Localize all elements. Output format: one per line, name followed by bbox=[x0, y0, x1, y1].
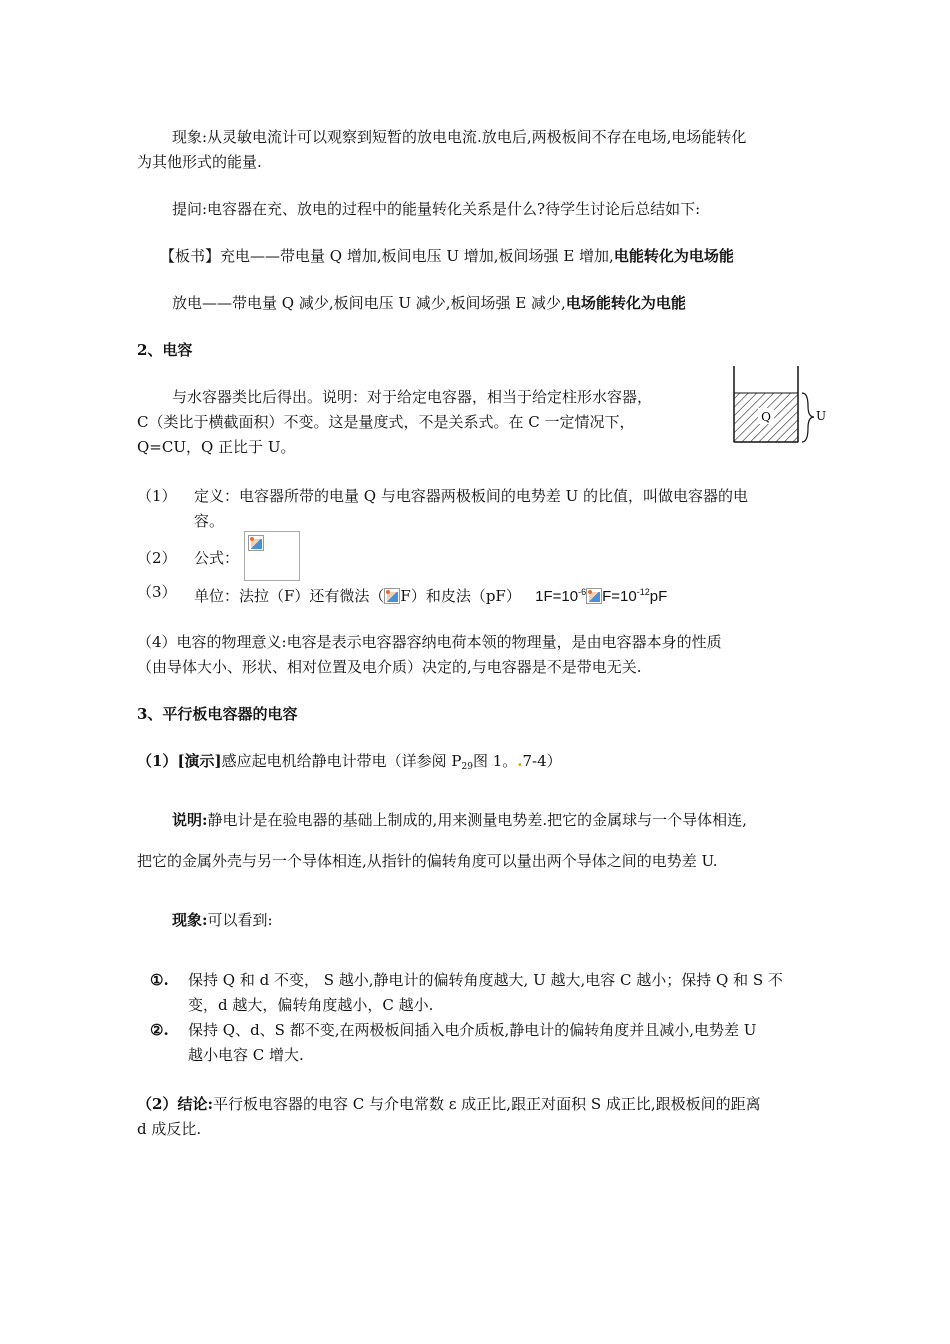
unit-exponent-2: -12 bbox=[636, 587, 650, 597]
capacitance-line-2: C（类比于横截面积）不变。这是量度式，不是关系式。在 C 一定情况下， bbox=[137, 413, 635, 431]
unit-text-a: 单位：法拉（F）还有微法（ bbox=[194, 587, 385, 605]
marker-dot: . bbox=[517, 752, 523, 770]
conclusion-line-2: d 成反比. bbox=[137, 1120, 202, 1138]
demo-text-a: 感应起电机给静电计带电（详参阅 P bbox=[221, 752, 462, 770]
question-line: 提问:电容器在充、放电的过程中的能量转化关系是什么?待学生讨论后总结如下: bbox=[172, 200, 701, 218]
explain-line-1 bbox=[172, 810, 747, 830]
item-1-line-1: 定义：电容器所带的电量 Q 与电容器两极板间的电势差 U 的比值，叫做电容器的电 bbox=[194, 487, 749, 505]
demo-page-subscript: 29 bbox=[461, 762, 473, 772]
board-charge-text: 【板书】充电——带电量 Q 增加,板间电压 U 增加,板间场强 E 增加, bbox=[160, 247, 614, 265]
water-container-diagram bbox=[728, 362, 828, 450]
case-2-line-1: 保持 Q、d、S 都不变,在两极板间插入电介质板,静电计的偏转角度并且减小,电势差 U bbox=[188, 1021, 757, 1039]
demo-line bbox=[137, 751, 562, 777]
broken-image-icon bbox=[248, 535, 264, 551]
item-3-number: （3） bbox=[137, 583, 177, 601]
item-1-line-2: 容。 bbox=[194, 512, 225, 530]
capacitance-line-1: 与水容器类比后得出。说明：对于给定电容器，相当于给定柱形水容器， bbox=[172, 388, 653, 406]
label-u: U bbox=[816, 409, 827, 423]
explain-label: 说明: bbox=[172, 811, 208, 829]
section-heading-2: 2、电容 bbox=[137, 341, 193, 359]
formula-image-placeholder bbox=[244, 531, 300, 581]
conclusion-text-1: 平行板电容器的电容 C 与介电常数 ε 成正比,跟正对面积 S 成正比,跟极板间的距离 bbox=[212, 1095, 761, 1113]
board-discharge-line bbox=[172, 293, 686, 313]
capacitance-line-3: Q=CU，Q 正比于 U。 bbox=[137, 438, 296, 456]
label-q: Q bbox=[761, 410, 771, 424]
phenomenon-2-line bbox=[172, 910, 273, 930]
demo-text-c: 7-4） bbox=[522, 752, 562, 770]
unit-text-b: F）和皮法（pF） bbox=[400, 587, 521, 605]
demo-text-b: 图 1。 bbox=[472, 752, 518, 770]
case-1-number: ①. bbox=[150, 971, 169, 989]
unit-text-c: 1F=10 bbox=[535, 588, 579, 605]
conclusion-line-1 bbox=[137, 1094, 761, 1114]
case-2-number: ②. bbox=[150, 1021, 169, 1039]
unit-text-e: pF bbox=[649, 588, 668, 605]
item-2-number: （2） bbox=[137, 549, 177, 567]
item-2-label: 公式： bbox=[194, 549, 240, 567]
unit-text-d: F=10 bbox=[602, 588, 637, 605]
height-brace bbox=[802, 393, 814, 442]
explain-line-2: 把它的金属外壳与另一个导体相连,从指针的偏转角度可以量出两个导体之间的电势差 U. bbox=[137, 852, 718, 870]
board-discharge-bold: 电场能转化为电能 bbox=[565, 294, 686, 312]
board-charge-bold: 电能转化为电场能 bbox=[613, 247, 734, 265]
item-4-line-2: （由导体大小、形状、相对位置及电介质）决定的,与电容器是不是带电无关. bbox=[137, 658, 642, 676]
phenomenon-2-label: 现象: bbox=[172, 911, 208, 929]
explain-text-1: 静电计是在验电器的基础上制成的,用来测量电势差.把它的金属球与一个导体相连, bbox=[207, 811, 747, 829]
mu-symbol-image-icon-2 bbox=[586, 588, 602, 604]
item-3-line bbox=[194, 582, 667, 607]
mu-symbol-image-icon bbox=[384, 588, 400, 604]
board-charge-line bbox=[160, 246, 734, 266]
demo-number: （1） bbox=[137, 752, 178, 770]
case-1-line-2: 变，d 越大，偏转角度越小，C 越小. bbox=[188, 996, 434, 1014]
case-1-line-1: 保持 Q 和 d 不变， S 越小,静电计的偏转角度越大, U 越大,电容 C 越小；保持 Q 和 S 不 bbox=[188, 971, 783, 989]
unit-exponent-1: -6 bbox=[578, 587, 587, 597]
phenomenon-line-2: 为其他形式的能量. bbox=[137, 153, 262, 171]
case-2-line-2: 越小电容 C 增大. bbox=[188, 1046, 304, 1064]
section-heading-3: 3、平行板电容器的电容 bbox=[137, 705, 298, 723]
demo-label: [演示] bbox=[177, 752, 222, 770]
phenomenon-line-1: 现象:从灵敏电流计可以观察到短暂的放电电流.放电后,两极板间不存在电场,电场能转化 bbox=[172, 128, 747, 146]
item-1-number: （1） bbox=[137, 487, 177, 505]
item-4-line-1: （4）电容的物理意义:电容是表示电容器容纳电荷本领的物理量，是由电容器本身的性质 bbox=[137, 633, 722, 651]
conclusion-number: （2） bbox=[137, 1095, 178, 1113]
board-discharge-text: 放电——带电量 Q 减少,板间电压 U 减少,板间场强 E 减少, bbox=[172, 294, 566, 312]
phenomenon-2-text: 可以看到: bbox=[207, 911, 273, 929]
conclusion-label: 结论: bbox=[177, 1095, 213, 1113]
